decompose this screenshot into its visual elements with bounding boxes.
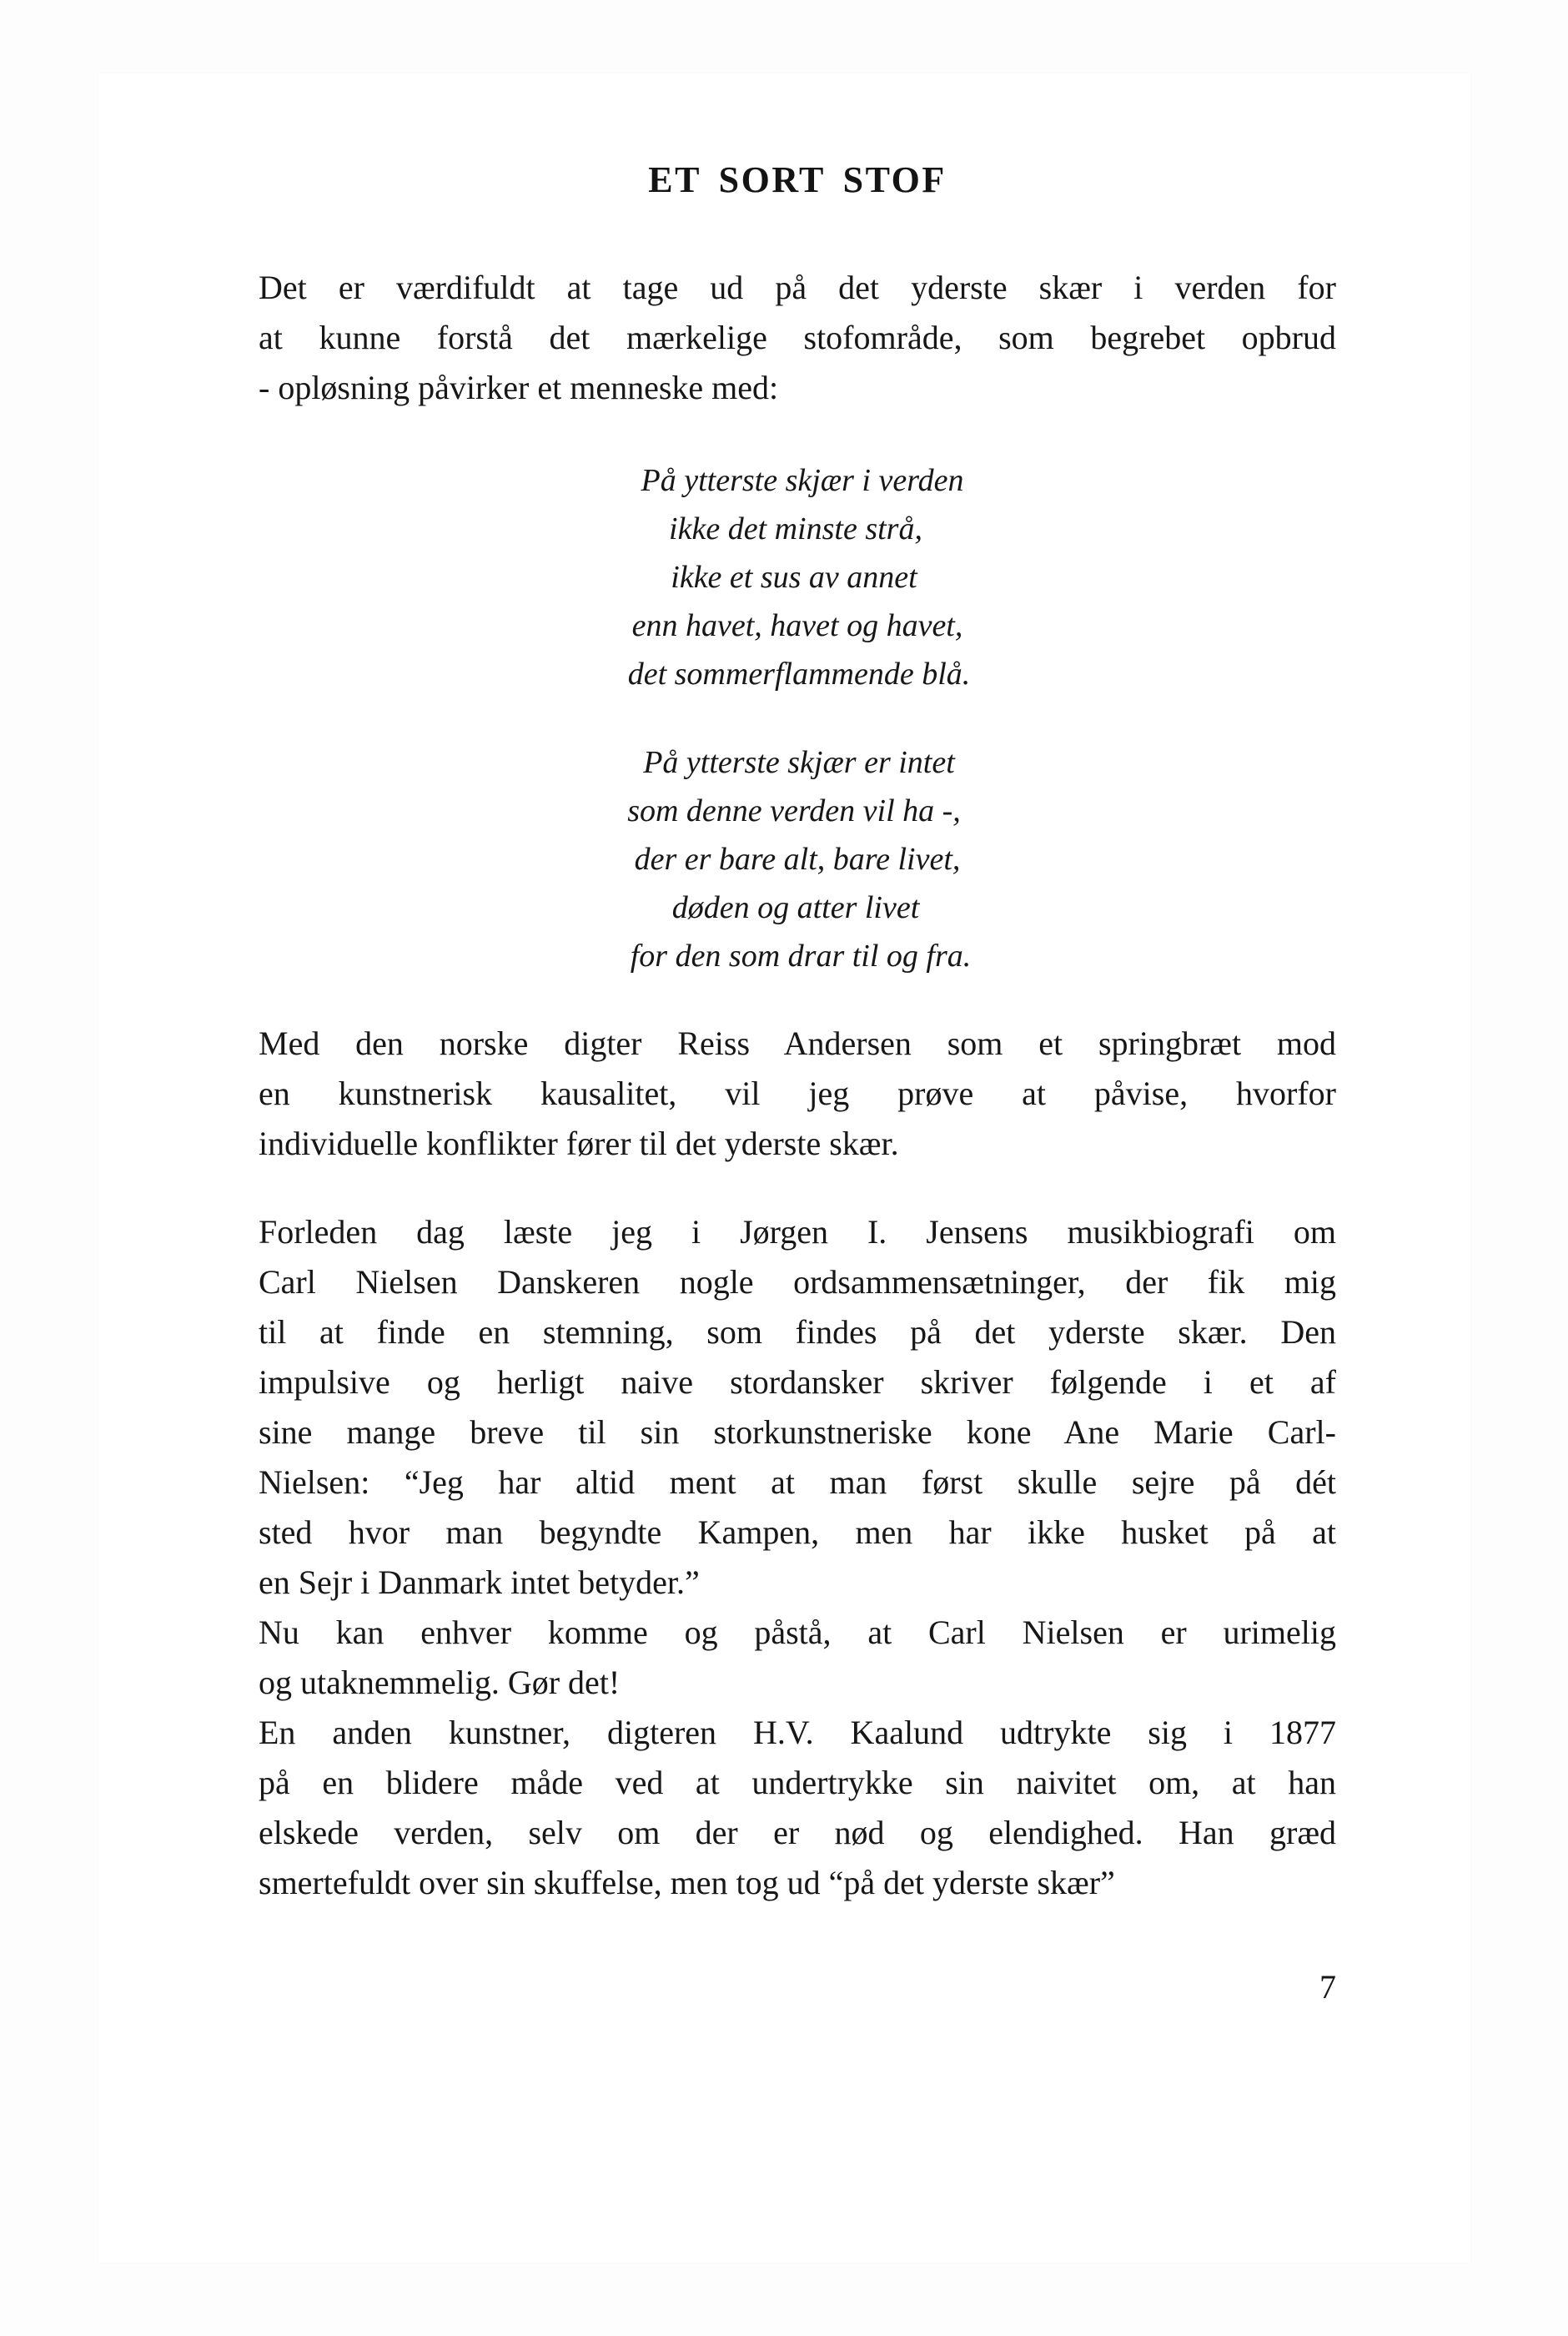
text-line: Forleden dag læste jeg i Jørgen I. Jensens musikbiografi om [259, 1213, 1336, 1251]
text-line: Med den norske digter Reiss Andersen som et springbræt mod [259, 1025, 1336, 1062]
text-line: impulsive og herligt naive stordansker skriver følgende i et af [259, 1363, 1336, 1401]
paragraph-2 [259, 1019, 1336, 1169]
poem-block [259, 456, 1336, 980]
text-line: Nielsen: “Jeg har altid ment at man først skulle sejre på dét [259, 1463, 1336, 1501]
text-line: Nu kan enhver komme og påstå, at Carl Nielsen er urimelig [259, 1614, 1336, 1651]
poem-line: for den som drar til og fra. [630, 939, 972, 974]
paragraph-3 [259, 1207, 1336, 1608]
poem-line: ikke det minste strå, [669, 511, 922, 546]
text-line: og utaknemmelig. Gør det! [259, 1664, 621, 1701]
paragraph-4 [259, 1608, 1336, 1708]
text-line: smertefuldt over sin skuffelse, men tog ud “på det yderste skær” [259, 1864, 1115, 1901]
text-line: elskede verden, selv om der er nød og elendighed. Han græd [259, 1814, 1336, 1851]
poem-stanza [259, 738, 1336, 980]
poem-line: ikke et sus av annet [671, 560, 917, 595]
text-line: Carl Nielsen Danskeren nogle ordsammensætninger, der fik mig [259, 1263, 1336, 1301]
poem-line: enn havet, havet og havet, [631, 608, 963, 643]
poem-line: det sommerflammende blå. [627, 657, 971, 692]
text-line: på en blidere måde ved at undertrykke sin naivitet om, at han [259, 1764, 1336, 1801]
text-line: sine mange breve til sin storkunstneriske kone Ane Marie Carl- [259, 1413, 1336, 1451]
page-title: ET SORT STOF [648, 159, 947, 200]
poem-line: som denne verden vil ha -, [627, 793, 961, 828]
poem-line: der er bare alt, bare livet, [634, 842, 961, 877]
intro-paragraph [259, 263, 1336, 413]
text-line: - opløsning påvirker et menneske med: [259, 369, 779, 406]
text-column [259, 159, 1336, 1908]
text-line: en kunstnerisk kausalitet, vil jeg prøve at påvise, hvorfor [259, 1075, 1336, 1112]
poem-stanza [259, 456, 1336, 698]
page-number: 7 [1319, 1968, 1336, 2006]
text-line: at kunne forstå det mærkelige stofområde, som begrebet opbrud [259, 319, 1336, 356]
paragraph-5 [259, 1708, 1336, 1908]
text-line: til at finde en stemning, som findes på det yderste skær. Den [259, 1313, 1336, 1351]
poem-line: døden og atter livet [671, 890, 920, 925]
text-line: individuelle konflikter fører til det yderste skær. [259, 1125, 899, 1162]
text-line: Det er værdifuldt at tage ud på det yderste skær i verden for [259, 269, 1336, 306]
poem-line: På ytterste skjær i verden [641, 463, 964, 498]
text-line: en Sejr i Danmark intet betyder.” [259, 1563, 700, 1601]
poem-line: På ytterste skjær er intet [643, 745, 955, 780]
text-line: sted hvor man begyndte Kampen, men har ikke husket på at [259, 1513, 1336, 1551]
text-line: En anden kunstner, digteren H.V. Kaalund udtrykte sig i 1877 [259, 1714, 1336, 1751]
